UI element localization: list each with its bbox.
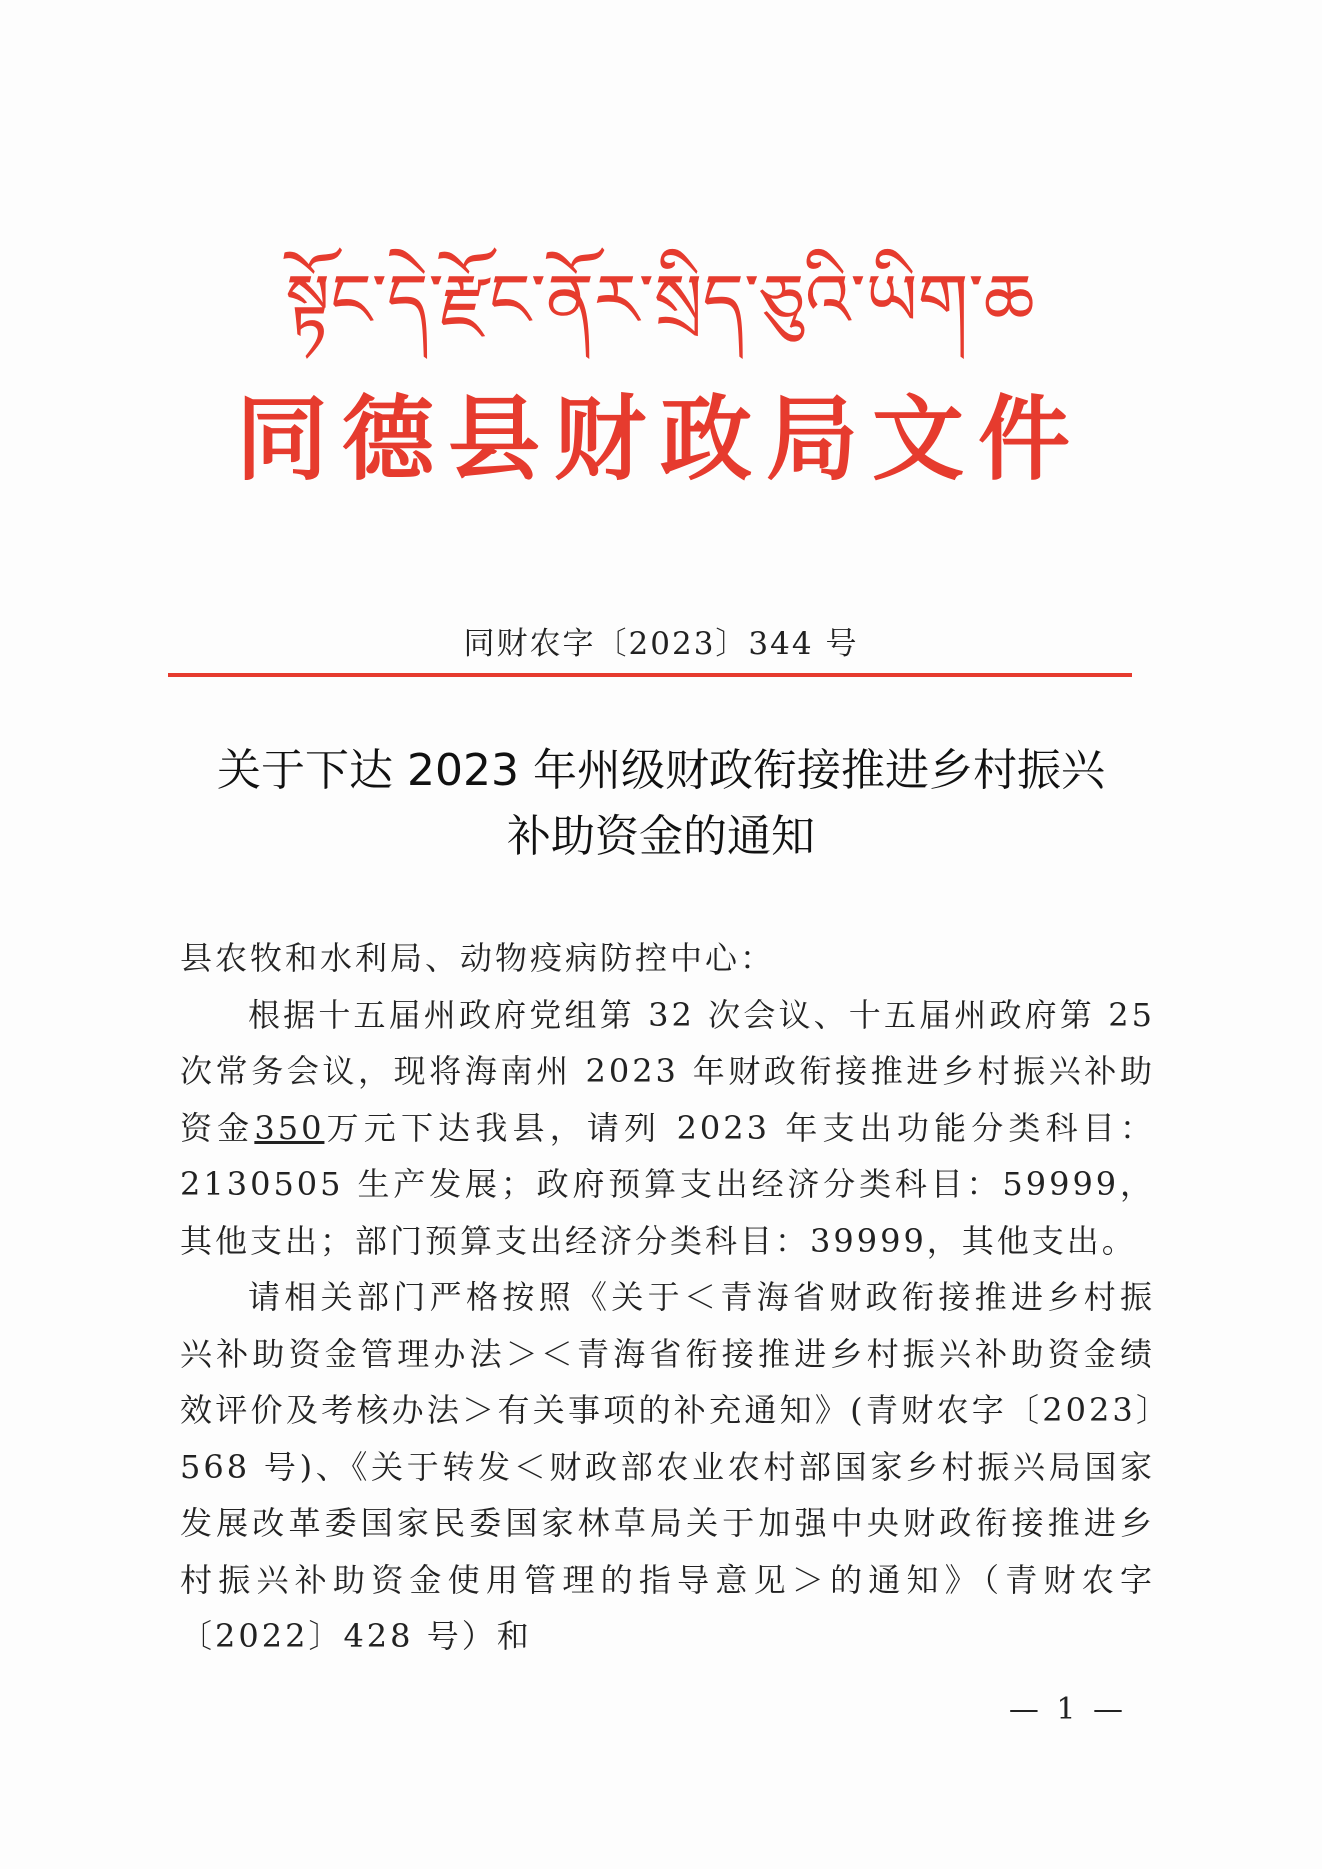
red-divider-line xyxy=(168,673,1132,677)
paragraph-1-text-a: 根据十五届州政府党组第 32 次会议、十五届州政府第 25 次常务会议，现将海南州 2023 年财政衔接推进乡村振兴补助资金 xyxy=(180,995,1155,1147)
paragraph-1-text-b: 万元下达我县，请列 2023 年支出功能分类科目：2130505 生产发展；政府预算支出经济分类科目：59999，其他支出；部门预算支出经济分类科目：39999，其他支出。 xyxy=(180,1108,1155,1260)
chinese-header-title: 同德县财政局文件 xyxy=(235,386,1084,493)
addressee: 县农牧和水利局、动物疫病防控中心： xyxy=(180,939,776,977)
paragraph-2: 请相关部门严格按照《关于＜青海省财政衔接推进乡村振兴补助资金管理办法＞＜青海省衔接推进乡村振兴补助资金绩效评价及考核办法＞有关事项的补充通知》(青财农字〔2023〕568 号)、《关于转发＜财政部农业农村部国家乡村振兴局国家发展改革委国家民委国家林草局关于加强中央财政衔接推进乡村振兴补助资金使用管理的指导意见＞的通知》（青财农字〔2022〕428 号）和 xyxy=(180,1278,1155,1655)
notice-title-line-2: 补助资金的通知 xyxy=(507,811,815,862)
notice-title xyxy=(130,738,1192,870)
paragraph-1 xyxy=(180,987,1155,1270)
notice-title-line-1: 关于下达 2023 年州级财政衔接推进乡村振兴 xyxy=(217,745,1105,796)
fund-amount: 350 xyxy=(254,1108,325,1147)
tibetan-header-title: སྟོང་དེ་རྫོང་ནོར་སྲིད་ཅུའི་ཡིག་ཆ xyxy=(285,258,1035,342)
document-number: 同财农字〔2023〕344 号 xyxy=(463,626,859,662)
page-number: — 1 — xyxy=(1008,1692,1127,1727)
notice-body xyxy=(180,930,1155,1665)
